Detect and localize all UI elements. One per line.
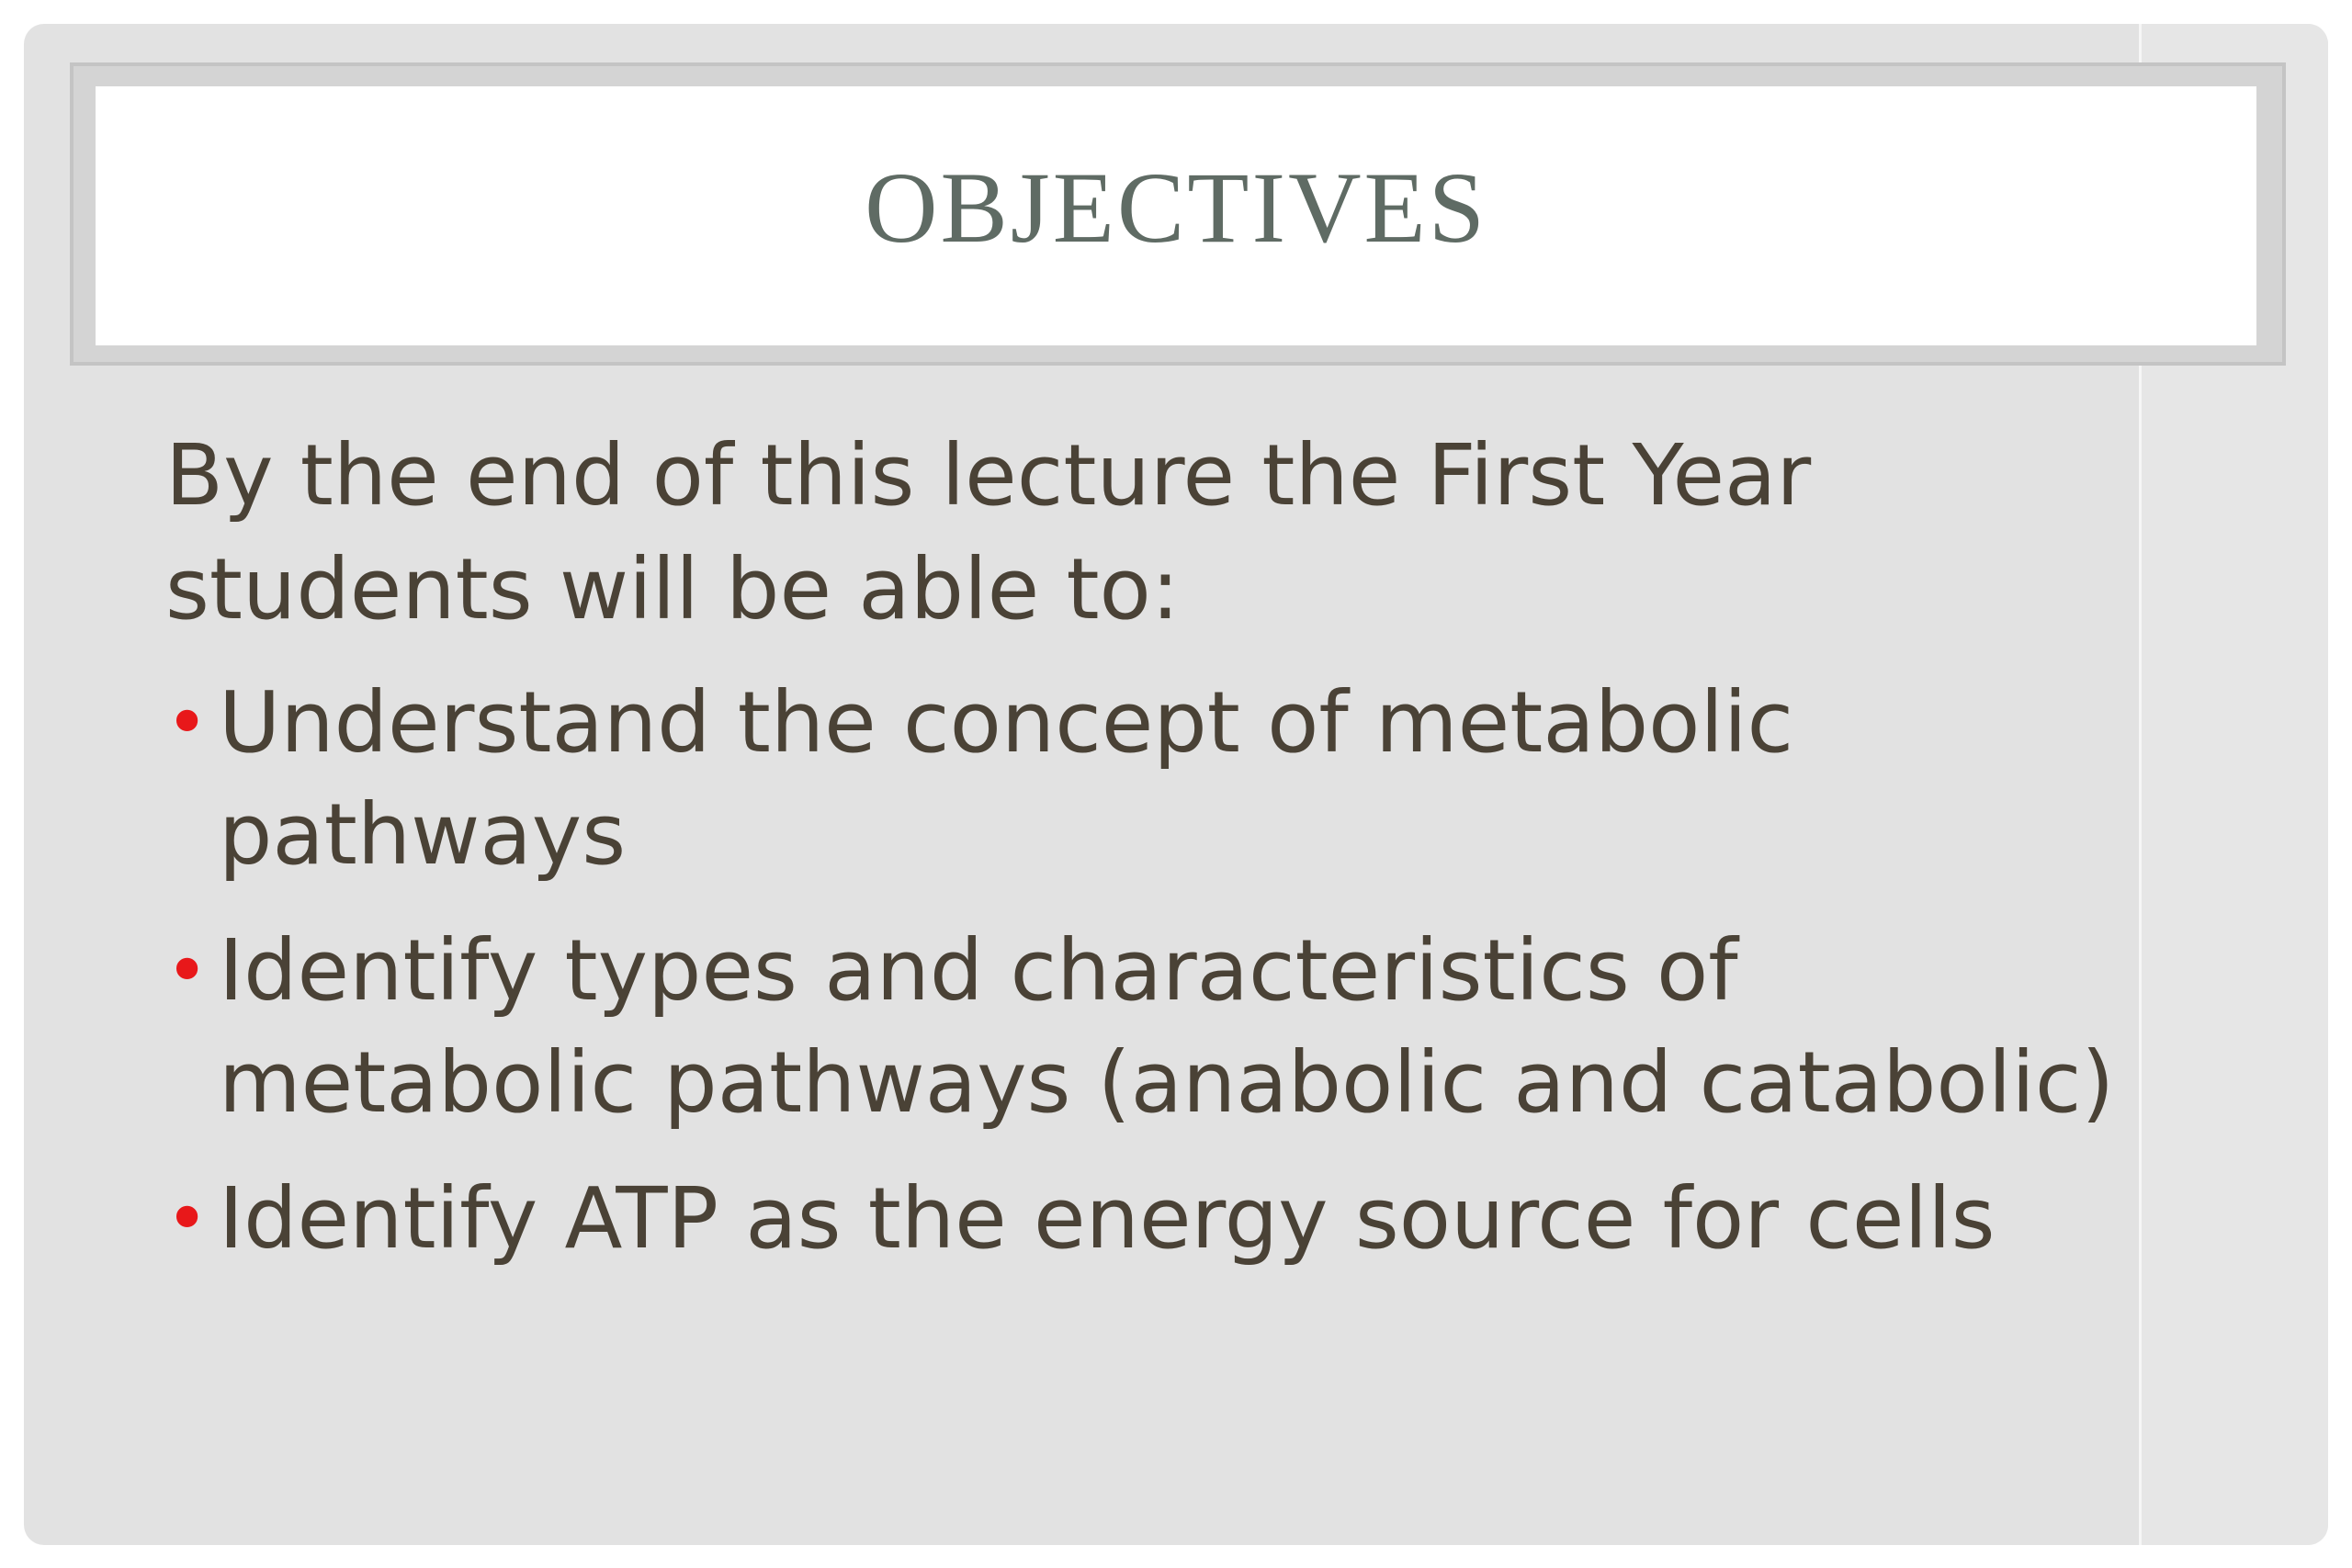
bullet-item bbox=[165, 915, 2132, 1139]
bullet-dot-icon: • bbox=[165, 1176, 209, 1261]
intro-text: By the end of this lecture the First Year students will be able to: bbox=[165, 426, 1812, 638]
bullet-text: Identify ATP as the energy source for cells bbox=[219, 1169, 1996, 1268]
slide bbox=[24, 24, 2328, 1545]
slide-title: OBJECTIVES bbox=[865, 152, 1487, 264]
slide-content bbox=[165, 419, 2132, 1299]
title-box bbox=[96, 86, 2256, 345]
bullet-list bbox=[165, 667, 2132, 1275]
bullet-item bbox=[165, 1163, 2132, 1275]
bullet-dot-icon: • bbox=[165, 680, 209, 765]
bullet-text: Identify types and characteristics of metabolic pathways (anabolic and catabolic) bbox=[219, 921, 2115, 1132]
bullet-dot-icon: • bbox=[165, 928, 209, 1013]
bullet-text: Understand the concept of metabolic pathways bbox=[219, 673, 1794, 884]
bullet-item bbox=[165, 667, 2132, 891]
